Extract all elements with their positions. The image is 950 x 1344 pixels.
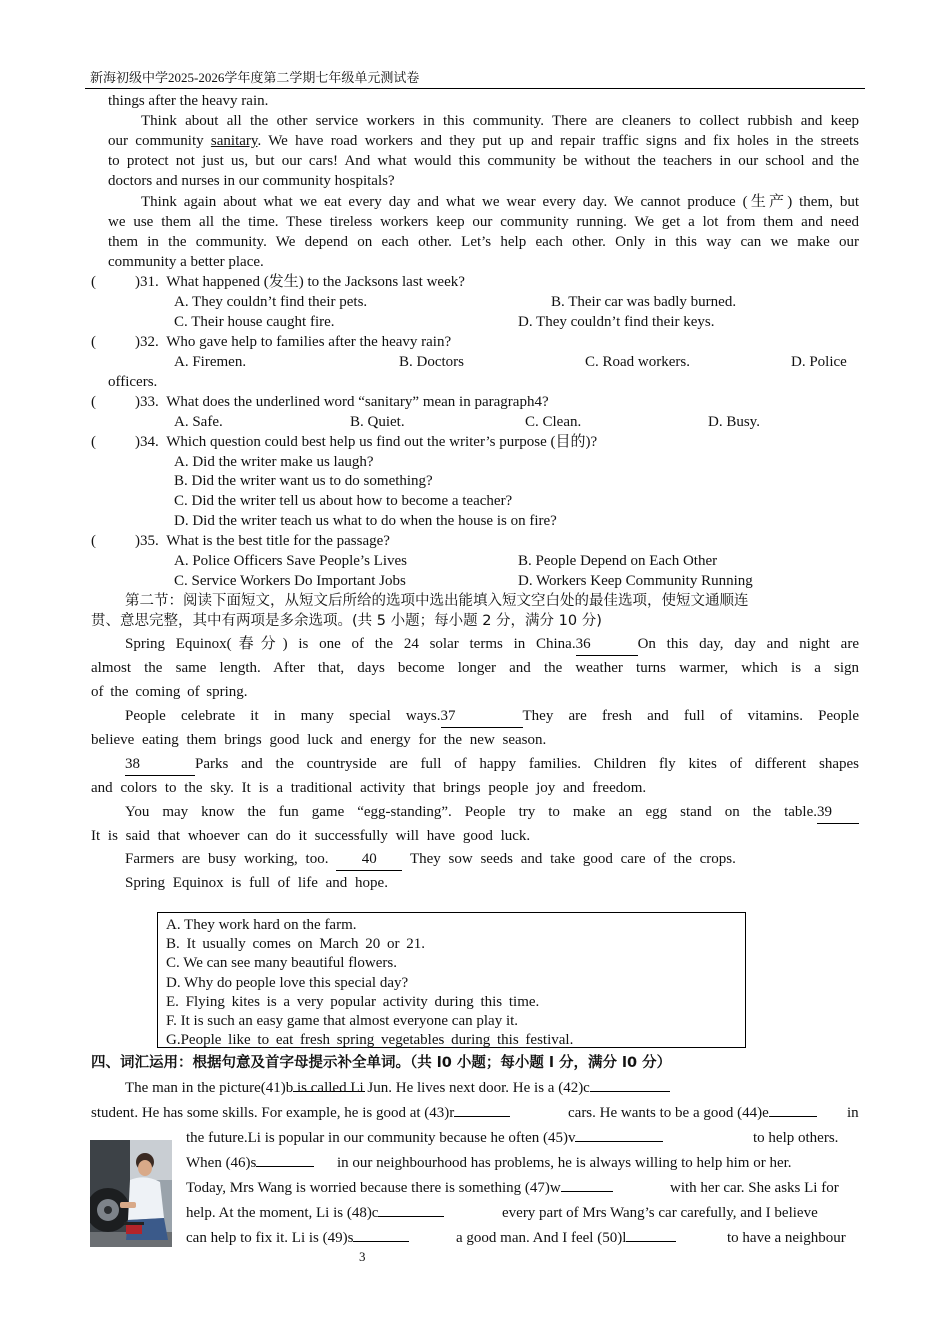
vocab-line: student. He has some skills. For example, he is good at (43)r — [91, 1102, 510, 1124]
option: B. Doctors — [399, 354, 464, 370]
option: D. Did the writer teach us what to do when the house is on fire? — [174, 513, 557, 529]
vocab-line: in our neighbourhood has problems, he is always willing to help him or her. — [337, 1155, 792, 1171]
cloze-paragraph-line: and colors to the sky. It is a traditional activity that brings people joy and freedom. — [91, 780, 647, 796]
blank-45[interactable] — [575, 1141, 663, 1142]
vocab-line: can help to fix it. Li is (49)s — [186, 1227, 409, 1249]
section-2-intro: 贯、意思完整，其中有两项是多余选项。(共 5 小题；每小题 2 分，满分 10 分) — [91, 613, 602, 629]
option: B. Did the writer want us to do something? — [174, 473, 433, 489]
option: C. Service Workers Do Important Jobs — [174, 573, 406, 589]
cloze-paragraph-line: believe eating them brings good luck and energy for the new season. — [91, 732, 547, 748]
vocab-line: the future.Li is popular in our community because he often (45)v — [186, 1127, 663, 1149]
option: D. Police — [791, 354, 847, 370]
vocab-line: help. At the moment, Li is (48)c — [186, 1202, 444, 1224]
box-option: B. It usually comes on March 20 or 21. — [166, 936, 425, 952]
question-31: ( )31. What happened (发生) to the Jacksons last week? — [91, 274, 465, 290]
cloze-paragraph-line: 38 Parks and the countryside are full of happy families. Children fly kites of different shapes — [125, 753, 859, 776]
blank-36[interactable]: 36 — [576, 633, 638, 656]
option: A. They couldn’t find their pets. — [174, 294, 368, 310]
option: C. Their house caught fire. — [174, 314, 335, 330]
blank-39[interactable]: 39 — [817, 801, 859, 824]
man-fixing-car-photo — [90, 1140, 172, 1247]
section-2-intro: 第二节：阅读下面短文，从短文后所给的选项中选出能填入短文空白处的最佳选项，使短文通顺连 — [125, 593, 749, 609]
option: A. Did the writer make us laugh? — [174, 454, 374, 470]
vocab-line: to have a neighbour — [727, 1230, 846, 1246]
vocab-line: cars. He wants to be a good (44)e — [568, 1102, 817, 1124]
option: C. Road workers. — [585, 354, 690, 370]
vocab-line: The man in the picture(41)b — [125, 1077, 365, 1099]
cloze-paragraph-line: You may know the fun game “egg-standing”. People try to make an egg stand on the table.39 — [125, 801, 859, 824]
blank-44[interactable] — [769, 1116, 817, 1117]
blank-46[interactable] — [256, 1166, 314, 1167]
passage-line: we use them all the time. These tireless workers keep our community running. We get a lot from them and need — [108, 214, 859, 230]
vocab-line: every part of Mrs Wang’s car carefully, and I believe — [502, 1205, 818, 1221]
blank-43[interactable] — [454, 1116, 510, 1117]
box-option: D. Why do people love this special day? — [166, 975, 409, 991]
blank-47[interactable] — [561, 1191, 613, 1192]
cloze-paragraph-line: It is said that whoever can do it successfully will have good luck. — [91, 828, 531, 844]
box-option: G.People like to eat fresh spring vegetables during this festival. — [166, 1032, 574, 1048]
option: B. People Depend on Each Other — [518, 553, 718, 569]
question-33: ( )33. What does the underlined word “sanitary” mean in paragraph4? — [91, 394, 549, 410]
question-34: ( )34. Which question could best help us find out the writer’s purpose (目的)? — [91, 434, 598, 450]
answer-bracket[interactable]: ( — [91, 274, 96, 290]
blank-38[interactable]: 38 — [125, 753, 195, 776]
blank-48[interactable] — [378, 1216, 444, 1217]
option: D. Busy. — [708, 414, 760, 430]
cloze-paragraph-line: People celebrate it in many special ways.37 They are fresh and full of vitamins. People — [125, 705, 859, 728]
vocab-line: in — [847, 1105, 859, 1121]
blank-50[interactable] — [626, 1241, 676, 1242]
option: A. Police Officers Save People’s Lives — [174, 553, 408, 569]
box-option: C. We can see many beautiful flowers. — [166, 955, 397, 971]
option-continuation: officers. — [108, 374, 158, 390]
page-number: 3 — [359, 1249, 366, 1264]
option: B. Their car was badly burned. — [551, 294, 737, 310]
option: A. Safe. — [174, 414, 223, 430]
passage-line: doctors and nurses in our community hospitals? — [108, 173, 395, 189]
car-repair-illustration — [90, 1140, 172, 1247]
option: C. Did the writer tell us about how to become a teacher? — [174, 493, 513, 509]
question-35: ( )35. What is the best title for the passage? — [91, 533, 390, 549]
vocab-line: to help others. — [753, 1130, 839, 1146]
blank-40[interactable]: 40 — [336, 848, 402, 871]
cloze-paragraph-line: almost the same length. After that, days become longer and the weather turns warmer, which is a sign — [91, 660, 859, 676]
blank-42[interactable] — [590, 1091, 670, 1092]
section-4-title: 四、词汇运用：根据句意及首字母提示补全单词。（共 l0 小题；每小题 l 分，满分 l0 分） — [91, 1055, 672, 1071]
underlined-word-sanitary: sanitary — [210, 133, 258, 149]
header-rule — [85, 88, 865, 89]
passage-line: things after the heavy rain. — [108, 93, 269, 109]
question-32: ( )32. Who gave help to families after the heavy rain? — [91, 334, 452, 350]
passage-line: to protect not just us, but our cars! And what would this community be without the teachers in our school and the — [108, 153, 859, 169]
exam-header: 新海初级中学2025-2026学年度第二学期七年级单元测试卷 — [90, 70, 420, 85]
answer-bracket[interactable]: ( — [91, 434, 96, 450]
passage-line: our community sanitary. We have road workers and they put up and repair traffic signs and fix holes in the streets — [108, 133, 859, 149]
passage-line: Think again about what we eat every day and what we wear every day. We cannot produce (生产) them, but — [141, 194, 859, 210]
vocab-line: with her car. She asks Li for — [670, 1180, 839, 1196]
cloze-paragraph-line: Farmers are busy working, too. 40 They sow seeds and take good care of the crops. — [125, 848, 736, 871]
vocab-line: Today, Mrs Wang is worried because there is something (47)w — [186, 1177, 613, 1199]
vocab-line: a good man. And I feel (50)l — [456, 1227, 676, 1249]
option: C. Clean. — [525, 414, 582, 430]
answer-bracket[interactable]: ( — [91, 334, 96, 350]
box-option: F. It is such an easy game that almost everyone can play it. — [166, 1013, 519, 1029]
box-option: A. They work hard on the farm. — [166, 917, 357, 933]
answer-bracket[interactable]: ( — [91, 533, 96, 549]
cloze-paragraph-line: Spring Equinox is full of life and hope. — [125, 875, 388, 891]
passage-line: Think about all the other service workers in this community. There are cleaners to collect rubbish and keep — [141, 113, 859, 129]
cloze-paragraph-line: of the coming of spring. — [91, 684, 248, 700]
options-box — [157, 912, 746, 1048]
vocab-line: is called Li Jun. He lives next door. He is a (42)c — [297, 1077, 670, 1099]
passage-line: them in the community. We depend on each other. Let’s help each other. Only in this way can we make our — [108, 234, 859, 250]
option: A. Firemen. — [174, 354, 247, 370]
passage-line: community a better place. — [108, 254, 264, 270]
option: D. They couldn’t find their keys. — [518, 314, 715, 330]
vocab-line: When (46)s — [186, 1152, 314, 1174]
option: B. Quiet. — [350, 414, 405, 430]
cloze-paragraph-line: Spring Equinox(春分) is one of the 24 solar terms in China.36 On this day, day and night are — [125, 633, 859, 656]
blank-37[interactable]: 37 — [441, 705, 523, 728]
blank-49[interactable] — [353, 1241, 409, 1242]
answer-bracket[interactable]: ( — [91, 394, 96, 410]
option: D. Workers Keep Community Running — [518, 573, 753, 589]
box-option: E. Flying kites is a very popular activity during this time. — [166, 994, 540, 1010]
